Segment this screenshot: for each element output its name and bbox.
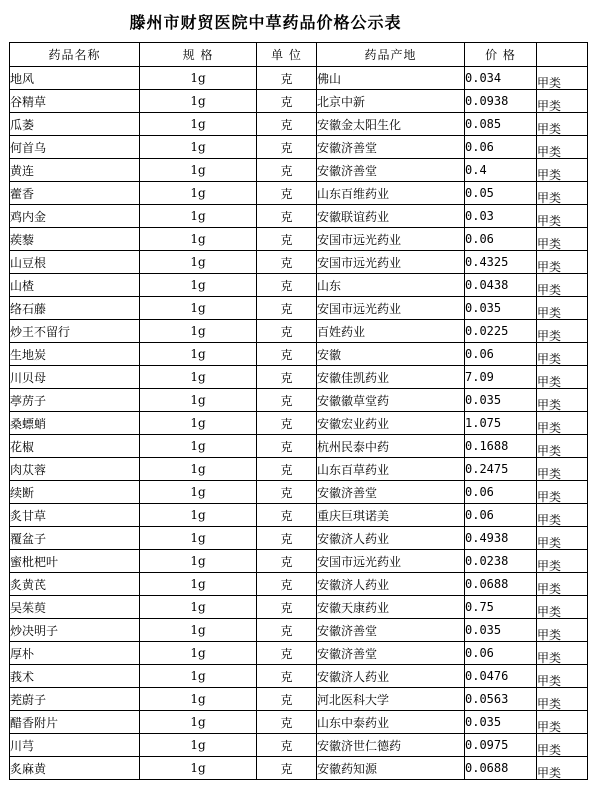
cell-unit: 克 [257,366,317,389]
cell-class: 甲类 [537,343,588,366]
cell-name: 山楂 [10,274,140,297]
cell-class: 甲类 [537,504,588,527]
cell-unit: 克 [257,205,317,228]
cell-name: 蜜枇杷叶 [10,550,140,573]
table-row [10,343,588,366]
header-spec: 规 格 [140,43,257,67]
cell-origin: 山东中泰药业 [317,711,465,734]
cell-price: 0.0438 [465,274,537,297]
cell-class: 甲类 [537,274,588,297]
cell-price: 0.4938 [465,527,537,550]
cell-name: 炒王不留行 [10,320,140,343]
cell-spec: 1g [140,412,257,435]
table-row [10,67,588,90]
cell-name: 炙黄芪 [10,573,140,596]
cell-class: 甲类 [537,251,588,274]
cell-unit: 克 [257,596,317,619]
cell-spec: 1g [140,573,257,596]
cell-price: 0.085 [465,113,537,136]
cell-origin: 安徽济善堂 [317,159,465,182]
cell-origin: 山东 [317,274,465,297]
cell-price: 0.0688 [465,757,537,780]
cell-unit: 克 [257,550,317,573]
cell-name: 厚朴 [10,642,140,665]
cell-price: 0.0476 [465,665,537,688]
cell-price: 0.03 [465,205,537,228]
cell-unit: 克 [257,90,317,113]
cell-price: 0.06 [465,642,537,665]
header-name: 药品名称 [10,43,140,67]
cell-class: 甲类 [537,67,588,90]
cell-price: 0.035 [465,711,537,734]
cell-unit: 克 [257,527,317,550]
cell-class: 甲类 [537,527,588,550]
table-row [10,205,588,228]
cell-name: 地风 [10,67,140,90]
cell-spec: 1g [140,665,257,688]
cell-class: 甲类 [537,297,588,320]
cell-origin: 山东百草药业 [317,458,465,481]
header-origin: 药品产地 [317,43,465,67]
cell-unit: 克 [257,343,317,366]
page-title: 滕州市财贸医院中草药品价格公示表 [129,13,402,32]
cell-spec: 1g [140,435,257,458]
cell-class: 甲类 [537,113,588,136]
header-unit: 单 位 [257,43,317,67]
cell-class: 甲类 [537,228,588,251]
cell-spec: 1g [140,527,257,550]
cell-unit: 克 [257,389,317,412]
table-row [10,389,588,412]
cell-name: 炙麻黄 [10,757,140,780]
cell-unit: 克 [257,228,317,251]
cell-class: 甲类 [537,90,588,113]
cell-name: 藿香 [10,182,140,205]
cell-price: 0.035 [465,297,537,320]
cell-price: 0.035 [465,389,537,412]
cell-class: 甲类 [537,619,588,642]
cell-unit: 克 [257,688,317,711]
cell-origin: 安国市远光药业 [317,251,465,274]
table-row [10,113,588,136]
cell-spec: 1g [140,688,257,711]
cell-price: 0.4 [465,159,537,182]
table-row [10,688,588,711]
cell-name: 续断 [10,481,140,504]
cell-origin: 重庆巨琪诺美 [317,504,465,527]
cell-spec: 1g [140,550,257,573]
cell-origin: 安徽济善堂 [317,481,465,504]
cell-spec: 1g [140,366,257,389]
cell-class: 甲类 [537,757,588,780]
cell-origin: 山东百维药业 [317,182,465,205]
cell-price: 0.06 [465,228,537,251]
cell-class: 甲类 [537,435,588,458]
cell-name: 山豆根 [10,251,140,274]
cell-price: 0.06 [465,343,537,366]
cell-origin: 安徽济人药业 [317,527,465,550]
cell-class: 甲类 [537,182,588,205]
cell-class: 甲类 [537,320,588,343]
cell-origin: 安徽济善堂 [317,619,465,642]
table-row [10,711,588,734]
cell-price: 0.1688 [465,435,537,458]
cell-origin: 安徽药知源 [317,757,465,780]
price-table [9,42,588,780]
cell-spec: 1g [140,136,257,159]
cell-name: 莪术 [10,665,140,688]
cell-spec: 1g [140,251,257,274]
cell-price: 0.06 [465,136,537,159]
cell-origin: 安徽徽草堂药 [317,389,465,412]
cell-origin: 安徽金太阳生化 [317,113,465,136]
cell-unit: 克 [257,458,317,481]
cell-unit: 克 [257,136,317,159]
cell-origin: 安徽济人药业 [317,573,465,596]
cell-origin: 安徽 [317,343,465,366]
cell-name: 瓜萎 [10,113,140,136]
cell-name: 肉苁蓉 [10,458,140,481]
cell-class: 甲类 [537,642,588,665]
cell-name: 生地炭 [10,343,140,366]
cell-unit: 克 [257,435,317,458]
cell-unit: 克 [257,297,317,320]
table-row [10,665,588,688]
cell-unit: 克 [257,251,317,274]
cell-name: 络石藤 [10,297,140,320]
table-row [10,366,588,389]
table-row [10,573,588,596]
cell-origin: 安徽宏业药业 [317,412,465,435]
cell-unit: 克 [257,412,317,435]
cell-spec: 1g [140,757,257,780]
cell-origin: 河北医科大学 [317,688,465,711]
cell-price: 0.0563 [465,688,537,711]
header-price: 价 格 [465,43,537,67]
cell-unit: 克 [257,67,317,90]
cell-origin: 安国市远光药业 [317,228,465,251]
cell-name: 黄连 [10,159,140,182]
cell-name: 桑螵蛸 [10,412,140,435]
cell-class: 甲类 [537,136,588,159]
cell-unit: 克 [257,757,317,780]
cell-class: 甲类 [537,366,588,389]
cell-spec: 1g [140,90,257,113]
cell-spec: 1g [140,389,257,412]
cell-unit: 克 [257,481,317,504]
cell-class: 甲类 [537,711,588,734]
cell-class: 甲类 [537,458,588,481]
cell-class: 甲类 [537,159,588,182]
cell-unit: 克 [257,113,317,136]
cell-spec: 1g [140,320,257,343]
cell-name: 鸡内金 [10,205,140,228]
cell-name: 何首乌 [10,136,140,159]
cell-price: 0.4325 [465,251,537,274]
cell-name: 川芎 [10,734,140,757]
cell-origin: 安徽天康药业 [317,596,465,619]
cell-origin: 安徽济善堂 [317,136,465,159]
table-row [10,458,588,481]
cell-unit: 克 [257,619,317,642]
cell-name: 谷精草 [10,90,140,113]
cell-spec: 1g [140,205,257,228]
table-row [10,90,588,113]
cell-name: 葶苈子 [10,389,140,412]
cell-class: 甲类 [537,688,588,711]
cell-name: 吴茱萸 [10,596,140,619]
table-row [10,435,588,458]
cell-spec: 1g [140,734,257,757]
cell-name: 蒺藜 [10,228,140,251]
cell-name: 花椒 [10,435,140,458]
cell-origin: 安徽济善堂 [317,642,465,665]
table-body [10,67,588,780]
cell-origin: 杭州民泰中药 [317,435,465,458]
cell-unit: 克 [257,665,317,688]
cell-class: 甲类 [537,573,588,596]
cell-price: 0.06 [465,504,537,527]
cell-price: 0.0238 [465,550,537,573]
cell-spec: 1g [140,711,257,734]
cell-spec: 1g [140,458,257,481]
table-row [10,274,588,297]
cell-spec: 1g [140,619,257,642]
cell-spec: 1g [140,481,257,504]
cell-origin: 安徽济人药业 [317,665,465,688]
cell-origin: 安徽联谊药业 [317,205,465,228]
cell-price: 0.0938 [465,90,537,113]
cell-origin: 佛山 [317,67,465,90]
table-row [10,297,588,320]
cell-spec: 1g [140,504,257,527]
table-row [10,757,588,780]
cell-unit: 克 [257,642,317,665]
cell-spec: 1g [140,159,257,182]
cell-price: 0.034 [465,67,537,90]
table-row [10,159,588,182]
table-row [10,251,588,274]
cell-name: 炙甘草 [10,504,140,527]
cell-spec: 1g [140,596,257,619]
cell-class: 甲类 [537,734,588,757]
table-row [10,642,588,665]
cell-class: 甲类 [537,412,588,435]
table-row [10,228,588,251]
cell-price: 0.035 [465,619,537,642]
cell-name: 茺蔚子 [10,688,140,711]
table-header-row [10,43,588,67]
cell-unit: 克 [257,734,317,757]
cell-unit: 克 [257,182,317,205]
cell-spec: 1g [140,642,257,665]
cell-spec: 1g [140,67,257,90]
cell-unit: 克 [257,274,317,297]
cell-name: 醋香附片 [10,711,140,734]
cell-spec: 1g [140,274,257,297]
table-row [10,527,588,550]
cell-unit: 克 [257,320,317,343]
cell-price: 7.09 [465,366,537,389]
cell-unit: 克 [257,159,317,182]
cell-unit: 克 [257,711,317,734]
table-row [10,734,588,757]
cell-class: 甲类 [537,665,588,688]
cell-class: 甲类 [537,205,588,228]
cell-price: 0.06 [465,481,537,504]
cell-spec: 1g [140,297,257,320]
cell-unit: 克 [257,504,317,527]
cell-name: 炒决明子 [10,619,140,642]
cell-class: 甲类 [537,389,588,412]
cell-price: 0.0225 [465,320,537,343]
table-row [10,504,588,527]
table-row [10,619,588,642]
table-row [10,182,588,205]
cell-class: 甲类 [537,596,588,619]
cell-unit: 克 [257,573,317,596]
cell-origin: 安徽佳凯药业 [317,366,465,389]
cell-name: 覆盆子 [10,527,140,550]
cell-origin: 百姓药业 [317,320,465,343]
cell-class: 甲类 [537,481,588,504]
cell-class: 甲类 [537,550,588,573]
cell-origin: 安国市远光药业 [317,297,465,320]
cell-price: 0.75 [465,596,537,619]
cell-spec: 1g [140,113,257,136]
cell-price: 0.0975 [465,734,537,757]
table-row [10,136,588,159]
cell-name: 川贝母 [10,366,140,389]
table-row [10,320,588,343]
cell-origin: 北京中新 [317,90,465,113]
cell-price: 1.075 [465,412,537,435]
header-class [537,43,588,67]
table-row [10,550,588,573]
table-row [10,481,588,504]
cell-price: 0.2475 [465,458,537,481]
cell-origin: 安国市远光药业 [317,550,465,573]
cell-spec: 1g [140,182,257,205]
cell-spec: 1g [140,343,257,366]
table-row [10,412,588,435]
cell-origin: 安徽济世仁德药 [317,734,465,757]
cell-spec: 1g [140,228,257,251]
cell-price: 0.05 [465,182,537,205]
cell-price: 0.0688 [465,573,537,596]
table-row [10,596,588,619]
